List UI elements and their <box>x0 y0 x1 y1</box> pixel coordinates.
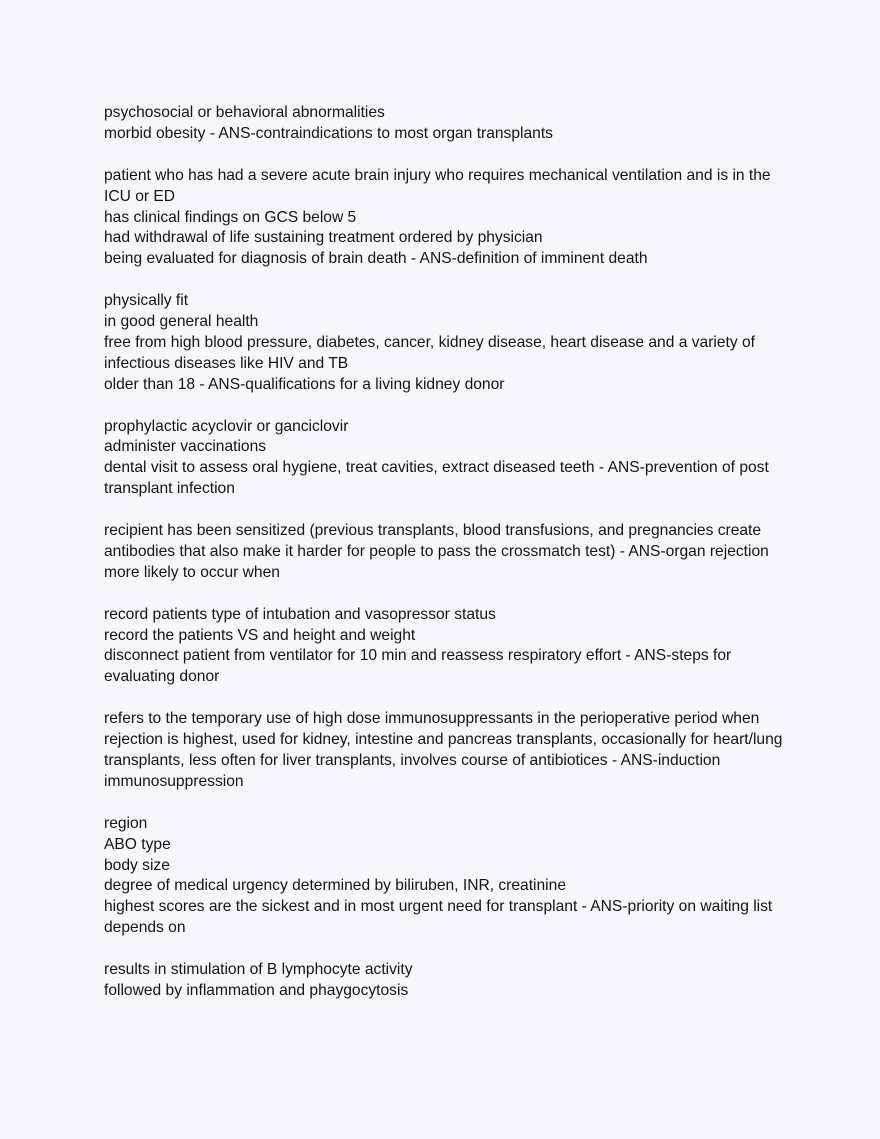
text-line: highest scores are the sickest and in most urgent need for transplant - ANS-priority on waiting list depends on <box>104 898 777 937</box>
text-line: in good general health <box>104 313 259 331</box>
text-block-induction <box>104 709 787 793</box>
text-line: patient who has had a severe acute brain injury who requires mechanical ventilation and is in the ICU or ED <box>104 166 775 205</box>
text-line: recipient has been sensitized (previous transplants, blood transfusions, and pregnancies create antibodies that also make it harder for people to pass the crossmatch test) - ANS-organ rejection more likely to occur when <box>104 522 774 581</box>
document-body <box>104 103 787 1023</box>
text-line: refers to the temporary use of high dose immunosuppressants in the perioperative period when rejection is highest, used for kidney, intestine and pancreas transplants, occasionally for heart/lung transplants, less often for liver transplants, involves course of antibiotices - ANS-induction immunosuppression <box>104 710 787 790</box>
text-line: free from high blood pressure, diabetes, cancer, kidney disease, heart disease and a variety of infectious diseases like HIV and TB <box>104 333 760 372</box>
text-line: morbid obesity - ANS-contraindications to most organ transplants <box>104 124 553 142</box>
text-block-waiting-list <box>104 814 784 939</box>
text-line: degree of medical urgency determined by biliruben, INR, creatinine <box>104 877 566 895</box>
text-line: record patients type of intubation and vasopressor status <box>104 605 496 623</box>
text-line: administer vaccinations <box>104 438 267 456</box>
text-line: had withdrawal of life sustaining treatment ordered by physician <box>104 229 543 247</box>
text-line: prophylactic acyclovir or ganciclovir <box>104 417 349 435</box>
text-block-rejection <box>104 521 784 584</box>
text-line: has clinical findings on GCS below 5 <box>104 208 357 226</box>
text-line: disconnect patient from ventilator for 10 min and reassess respiratory effort - ANS-steps for evaluating donor <box>104 647 736 686</box>
text-block-imminent-death <box>104 166 784 271</box>
text-line: record the patients VS and height and weight <box>104 626 416 644</box>
text-block-infection-prevention <box>104 417 784 501</box>
text-block-b-lymphocyte <box>104 960 784 1002</box>
text-line: followed by inflammation and phaygocytosis <box>104 981 409 999</box>
text-line: body size <box>104 856 170 874</box>
text-line: results in stimulation of B lymphocyte activity <box>104 961 413 979</box>
text-line: dental visit to assess oral hygiene, treat cavities, extract diseased teeth - ANS-prevention of post transplant infection <box>104 459 774 498</box>
text-block-evaluating-donor <box>104 605 784 689</box>
text-line: region <box>104 814 148 832</box>
text-block-living-donor <box>104 291 784 396</box>
text-block-contraindications <box>104 103 784 145</box>
text-line: ABO type <box>104 835 171 853</box>
text-line: being evaluated for diagnosis of brain death - ANS-definition of imminent death <box>104 250 648 268</box>
text-line: older than 18 - ANS-qualifications for a living kidney donor <box>104 375 505 393</box>
text-line: physically fit <box>104 292 189 310</box>
text-line: psychosocial or behavioral abnormalities <box>104 104 385 121</box>
